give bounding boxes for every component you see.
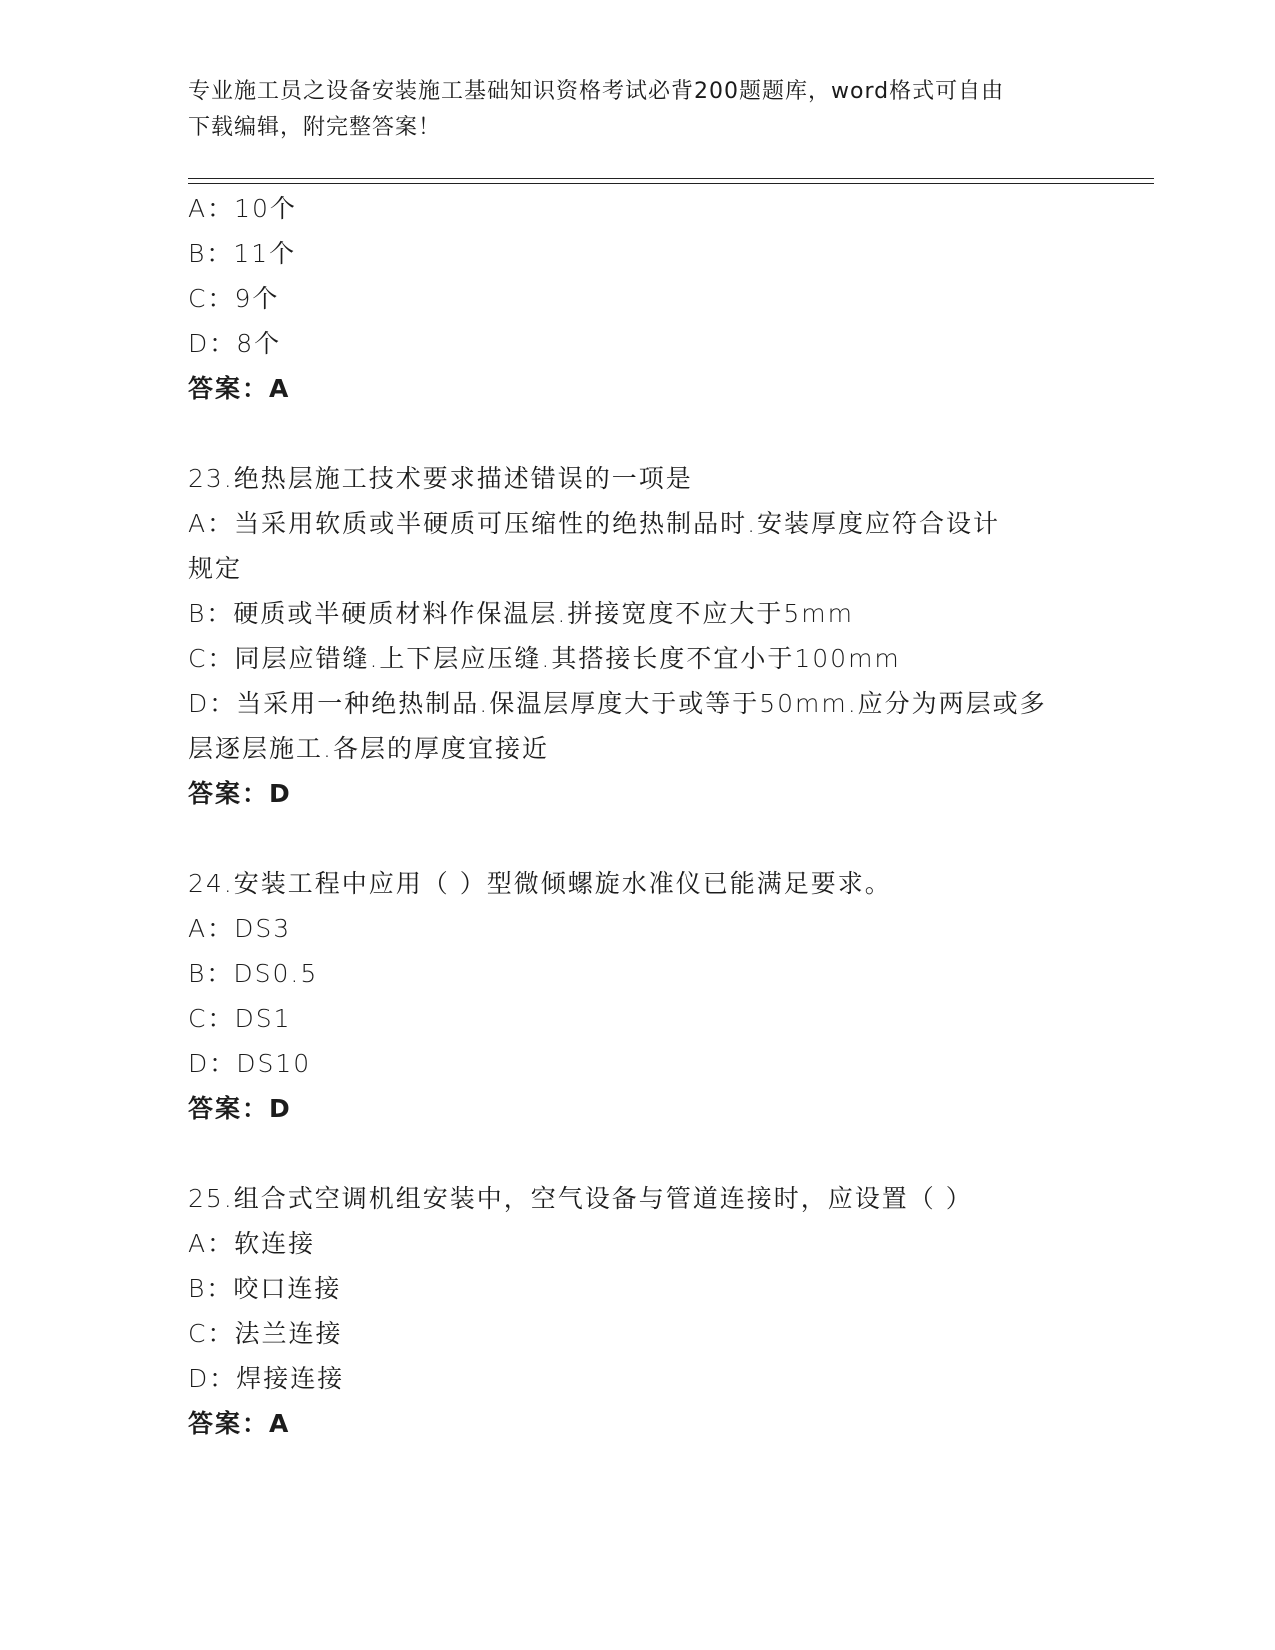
- q24-option-c: C：DS1: [188, 1004, 292, 1033]
- q23-question: 23.绝热层施工技术要求描述错误的一项是: [188, 464, 693, 493]
- q22-option-c: C：9个: [188, 284, 280, 313]
- q22-option-a: A：10个: [188, 194, 297, 223]
- q25-question: 25.组合式空调机组安装中，空气设备与管道连接时，应设置（ ）: [188, 1184, 973, 1213]
- q23-option-b: B：硬质或半硬质材料作保温层.拼接宽度不应大于5mm: [188, 599, 854, 628]
- document-header: [188, 74, 1088, 146]
- q25-option-d: D：焊接连接: [188, 1364, 345, 1393]
- q23-option-d-line2: 层逐层施工.各层的厚度宜接近: [188, 734, 549, 763]
- header-line-2: 下载编辑，附完整答案！: [188, 115, 442, 140]
- q23-option-d-line1: D：当采用一种绝热制品.保温层厚度大于或等于50mm.应分为两层或多: [188, 689, 1047, 718]
- header-divider-bottom: [188, 183, 1154, 184]
- q25-option-a: A：软连接: [188, 1229, 316, 1258]
- q22-option-d: D：8个: [188, 329, 282, 358]
- header-line-1: 专业施工员之设备安装施工基础知识资格考试必背200题题库，word格式可自由: [188, 79, 1005, 104]
- q25-option-b: B：咬口连接: [188, 1274, 342, 1303]
- q25-option-c: C：法兰连接: [188, 1319, 343, 1348]
- q22-answer: 答案：A: [188, 374, 291, 403]
- q22-option-b: B：11个: [188, 239, 297, 268]
- header-divider-top: [188, 178, 1154, 179]
- q24-question: 24.安装工程中应用（ ）型微倾螺旋水准仪已能满足要求。: [188, 869, 892, 898]
- q23-option-a-line1: A：当采用软质或半硬质可压缩性的绝热制品时.安装厚度应符合设计: [188, 509, 1001, 538]
- q23-option-c: C：同层应错缝.上下层应压缝.其搭接长度不宜小于100mm: [188, 644, 901, 673]
- q24-option-b: B：DS0.5: [188, 959, 319, 988]
- q24-answer: 答案：D: [188, 1094, 292, 1123]
- q25-answer: 答案：A: [188, 1409, 291, 1438]
- q23-answer: 答案：D: [188, 779, 292, 808]
- q23-option-a-line2: 规定: [188, 554, 243, 583]
- q24-option-a: A：DS3: [188, 914, 292, 943]
- q24-option-d: D：DS10: [188, 1049, 312, 1078]
